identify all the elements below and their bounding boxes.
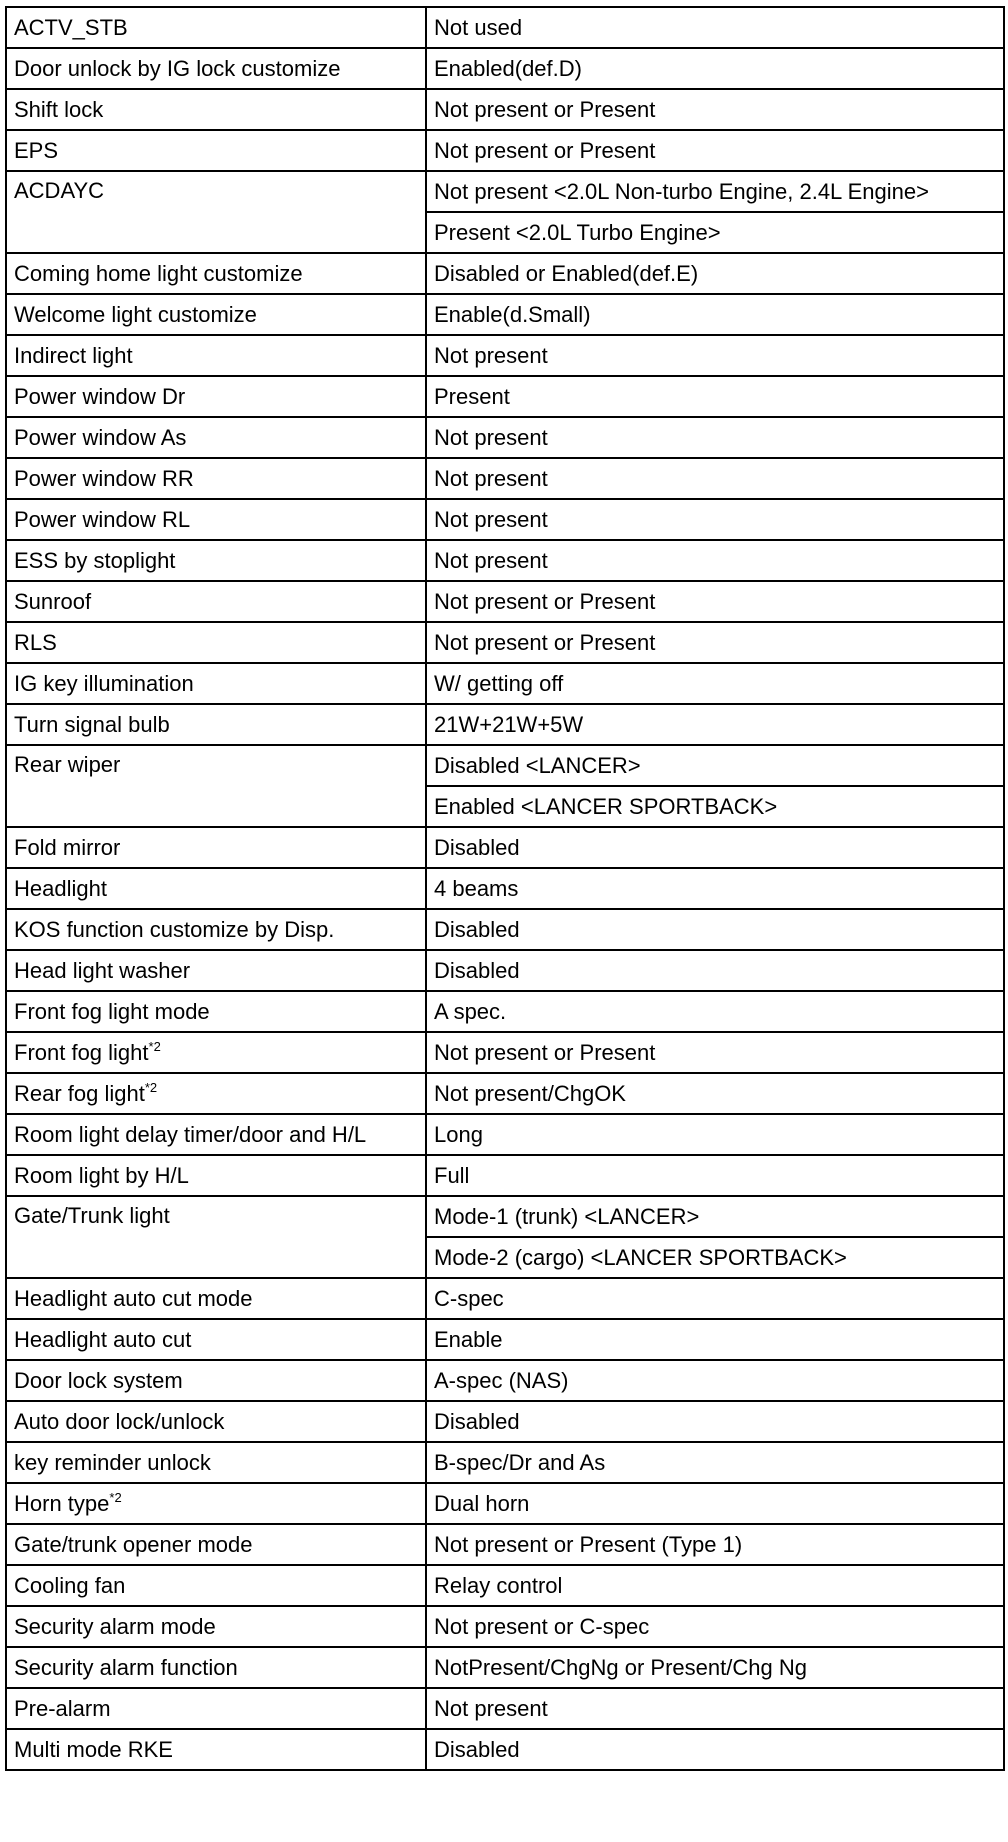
table-row [6,1114,1004,1155]
setting-value: Present [426,376,1004,417]
table-row [6,1360,1004,1401]
setting-name: key reminder unlock [14,1449,211,1475]
setting-name-cell [6,704,426,745]
table-row [6,663,1004,704]
setting-value: Not present <2.0L Non-turbo Engine, 2.4L Engine> [426,171,1004,212]
setting-name: ESS by stoplight [14,547,176,573]
setting-name: Power window Dr [14,383,186,409]
setting-name: EPS [14,137,59,163]
setting-name: KOS function customize by Disp. [14,916,335,942]
table-row [6,581,1004,622]
setting-name: Power window RR [14,465,194,491]
setting-name: Front fog light [14,1039,149,1065]
table-row [6,130,1004,171]
table-row [6,1278,1004,1319]
setting-value: Mode-1 (trunk) <LANCER> [426,1196,1004,1237]
setting-name: Auto door lock/unlock [14,1408,225,1434]
setting-name-cell [6,622,426,663]
setting-name: Coming home light customize [14,260,303,286]
table-row [6,1155,1004,1196]
setting-value: Disabled [426,827,1004,868]
setting-name-cell [6,1401,426,1442]
table-row [6,1032,1004,1073]
setting-name-cell [6,48,426,89]
table-row [6,294,1004,335]
table-row [6,376,1004,417]
settings-table [5,6,1005,1771]
setting-name-cell [6,458,426,499]
table-row [6,540,1004,581]
setting-value: Full [426,1155,1004,1196]
footnote-marker: *2 [144,1079,158,1095]
setting-value: Mode-2 (cargo) <LANCER SPORTBACK> [426,1237,1004,1278]
setting-name: Fold mirror [14,834,121,860]
table-row [6,1647,1004,1688]
table-row [6,1729,1004,1770]
setting-value: Not present [426,1688,1004,1729]
setting-value: Not present or Present [426,130,1004,171]
setting-value: Not present [426,417,1004,458]
table-row [6,1688,1004,1729]
setting-value: Relay control [426,1565,1004,1606]
setting-name: Indirect light [14,342,133,368]
table-row [6,909,1004,950]
table-row [6,1565,1004,1606]
setting-value: Enable(d.Small) [426,294,1004,335]
table-row [6,253,1004,294]
setting-name-cell [6,540,426,581]
setting-name-cell [6,1606,426,1647]
setting-value: Enable [426,1319,1004,1360]
setting-value: Not present or Present (Type 1) [426,1524,1004,1565]
setting-name: Room light by H/L [14,1162,189,1188]
setting-name-cell [6,1114,426,1155]
table-row [6,622,1004,663]
setting-value: 21W+21W+5W [426,704,1004,745]
setting-name: Headlight [14,875,107,901]
setting-name-cell [6,253,426,294]
footnote-marker: *2 [148,1038,161,1054]
table-row [6,1524,1004,1565]
setting-name-cell [6,1483,426,1524]
setting-value: 4 beams [426,868,1004,909]
footnote-marker: *2 [109,1489,122,1505]
table-row [6,48,1004,89]
setting-name: Rear fog light [14,1080,145,1106]
setting-value: Not present [426,335,1004,376]
setting-name-cell [6,950,426,991]
setting-value: Enabled(def.D) [426,48,1004,89]
setting-name: Front fog light mode [14,998,210,1024]
table-row [6,1073,1004,1114]
setting-value: Disabled [426,1729,1004,1770]
setting-value: W/ getting off [426,663,1004,704]
setting-name: Head light washer [14,957,191,983]
setting-name-cell [6,1073,426,1114]
setting-name-cell [6,827,426,868]
setting-name-cell [6,991,426,1032]
setting-value: Not present [426,458,1004,499]
setting-value: Not present or Present [426,622,1004,663]
setting-value: Present <2.0L Turbo Engine> [426,212,1004,253]
setting-name-cell [6,171,426,253]
setting-name-cell [6,1688,426,1729]
table-row [6,1483,1004,1524]
setting-value: Dual horn [426,1483,1004,1524]
setting-name-cell [6,89,426,130]
setting-name: Welcome light customize [14,301,257,327]
setting-name-cell [6,1196,426,1278]
setting-value: Not used [426,7,1004,48]
setting-name: ACTV_STB [14,14,128,40]
setting-value: Not present or Present [426,581,1004,622]
setting-value: Not present or C-spec [426,1606,1004,1647]
setting-name: Sunroof [14,588,92,614]
table-row [6,458,1004,499]
setting-name: Gate/Trunk light [14,1203,170,1228]
table-row [6,704,1004,745]
setting-name: Security alarm function [14,1654,238,1680]
setting-value: Enabled <LANCER SPORTBACK> [426,786,1004,827]
setting-name: Room light delay timer/door and H/L [14,1121,367,1147]
table-row [6,1606,1004,1647]
setting-name-cell [6,663,426,704]
setting-name-cell [6,130,426,171]
setting-name-cell [6,581,426,622]
settings-table-body [6,7,1004,1770]
setting-name-cell [6,1524,426,1565]
table-row [6,868,1004,909]
setting-name-cell [6,376,426,417]
table-row [6,89,1004,130]
setting-value: B-spec/Dr and As [426,1442,1004,1483]
setting-value: A-spec (NAS) [426,1360,1004,1401]
setting-value: Not present or Present [426,89,1004,130]
table-row [6,991,1004,1032]
setting-value: Disabled [426,909,1004,950]
table-row [6,1442,1004,1483]
setting-name: Horn type [14,1490,110,1516]
setting-name-cell [6,294,426,335]
setting-name: Headlight auto cut mode [14,1285,253,1311]
setting-value: Not present [426,540,1004,581]
setting-value: Disabled or Enabled(def.E) [426,253,1004,294]
setting-name-cell [6,7,426,48]
setting-name: Power window RL [14,506,191,532]
setting-name: Multi mode RKE [14,1736,173,1762]
setting-name-cell [6,1319,426,1360]
setting-name: Door lock system [14,1367,183,1393]
setting-value: C-spec [426,1278,1004,1319]
setting-value: Disabled [426,950,1004,991]
setting-name-cell [6,1278,426,1319]
setting-name: Turn signal bulb [14,711,170,737]
setting-name: Rear wiper [14,752,121,777]
setting-name: ACDAYC [14,178,105,203]
setting-name: Door unlock by IG lock customize [14,55,341,81]
setting-value: Long [426,1114,1004,1155]
setting-name: RLS [14,629,57,655]
setting-name: Cooling fan [14,1572,126,1598]
setting-name-cell [6,1032,426,1073]
setting-name: Pre-alarm [14,1695,111,1721]
setting-name-cell [6,1729,426,1770]
setting-name: Shift lock [14,96,104,122]
table-row [6,7,1004,48]
setting-name: Gate/trunk opener mode [14,1531,253,1557]
table-row [6,1401,1004,1442]
setting-name-cell [6,1647,426,1688]
setting-name: Headlight auto cut [14,1326,192,1352]
table-row [6,827,1004,868]
table-row [6,499,1004,540]
setting-name: Security alarm mode [14,1613,216,1639]
setting-value: A spec. [426,991,1004,1032]
setting-value: Disabled <LANCER> [426,745,1004,786]
setting-value: NotPresent/ChgNg or Present/Chg Ng [426,1647,1004,1688]
setting-name: IG key illumination [14,670,194,696]
table-row [6,171,1004,212]
table-row [6,950,1004,991]
setting-name-cell [6,909,426,950]
setting-value: Disabled [426,1401,1004,1442]
table-row [6,745,1004,786]
table-row [6,335,1004,376]
setting-name-cell [6,417,426,458]
setting-name-cell [6,745,426,827]
setting-name-cell [6,499,426,540]
setting-name-cell [6,1155,426,1196]
setting-value: Not present [426,499,1004,540]
setting-value: Not present or Present [426,1032,1004,1073]
setting-name-cell [6,1442,426,1483]
setting-name-cell [6,1360,426,1401]
table-row [6,1319,1004,1360]
setting-name-cell [6,868,426,909]
table-row [6,417,1004,458]
setting-name-cell [6,335,426,376]
setting-value: Not present/ChgOK [426,1073,1004,1114]
setting-name: Power window As [14,424,187,450]
table-row [6,1196,1004,1237]
setting-name-cell [6,1565,426,1606]
